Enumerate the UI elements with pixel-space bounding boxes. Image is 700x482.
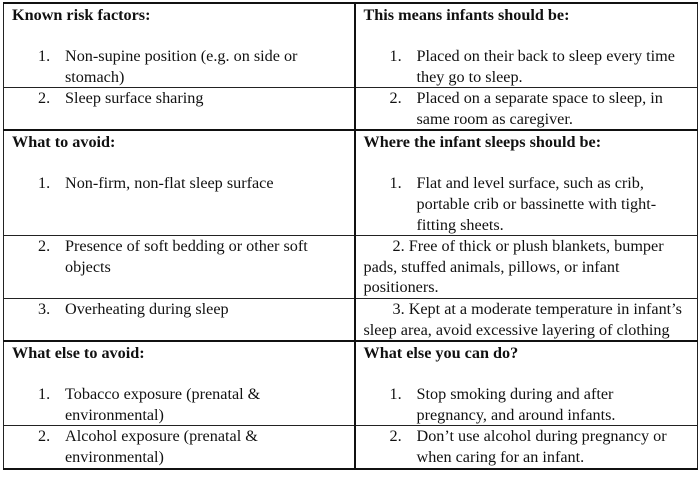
list-number: 2. (389, 89, 402, 108)
section-heading-what-to-avoid: What to avoid: (12, 133, 116, 152)
table-cell (4, 88, 355, 131)
list-item (4, 46, 354, 87)
table-cell (4, 236, 355, 299)
list-number: 1. (389, 47, 402, 65)
list-text: Presence of soft bedding or other soft objects (65, 237, 308, 276)
table-cell (355, 298, 698, 341)
section-heading-infants-should-be: This means infants should be: (363, 6, 570, 24)
list-item (4, 384, 354, 425)
table-cell (4, 3, 355, 88)
list-text: Stop smoking during and after pregnancy, and around infants. (416, 385, 616, 424)
table-row (4, 426, 698, 469)
list-number: 2. (38, 89, 51, 108)
table-row (4, 130, 698, 235)
table-cell (355, 426, 698, 469)
table-cell (355, 236, 698, 299)
section-heading-where-infant-sleeps: Where the infant sleeps should be: (363, 133, 602, 152)
list-item (356, 384, 698, 425)
table-row (4, 341, 698, 426)
table-cell (355, 130, 698, 235)
list-item (4, 88, 354, 109)
list-item: 2. Free of thick or plush blankets, bumper pads, stuffed animals, pillows, or infant positioners. (363, 237, 664, 297)
list-item (356, 46, 698, 87)
list-number: 2. (389, 427, 402, 446)
list-number: 2. (38, 427, 51, 446)
list-text: Overheating during sleep (65, 299, 229, 318)
section-heading-what-else-you-can-do: What else you can do? (363, 344, 519, 363)
table-cell (355, 3, 698, 88)
list-item (356, 173, 698, 235)
list-item (356, 88, 698, 129)
list-text: Placed on a separate space to sleep, in same room as caregiver. (416, 89, 663, 128)
list-item (356, 426, 698, 467)
section-heading-what-else-to-avoid: What else to avoid: (12, 344, 145, 363)
list-text: Placed on their back to sleep every time they go to sleep. (416, 47, 675, 86)
section-heading-known-risk-factors: Known risk factors: (12, 6, 151, 24)
table-cell (4, 298, 355, 341)
list-number: 1. (38, 47, 51, 65)
table-cell (4, 426, 355, 469)
list-number: 1. (389, 385, 402, 404)
table-cell (355, 88, 698, 131)
table-cell (4, 341, 355, 426)
table-cell (4, 130, 355, 235)
list-number: 1. (38, 174, 51, 193)
list-text: Non-firm, non-flat sleep surface (65, 174, 274, 193)
list-text: Tobacco exposure (prenatal & environmental) (65, 385, 261, 424)
list-number: 1. (389, 174, 402, 193)
list-text: Non-supine position (e.g. on side or stomach) (65, 47, 298, 86)
table-row (4, 298, 698, 341)
list-number: 3. (38, 299, 51, 318)
list-text: Sleep surface sharing (65, 89, 204, 108)
list-text: Flat and level surface, such as crib, portable crib or bassinette with tight-fitting sheets. (416, 174, 657, 234)
list-item (4, 426, 354, 467)
table-cell (355, 341, 698, 426)
list-text: Alcohol exposure (prenatal & environmental) (65, 427, 258, 466)
table-row (4, 3, 698, 88)
list-item (4, 173, 354, 194)
safe-sleep-table (3, 2, 698, 470)
list-item (4, 236, 354, 277)
list-text: Don’t use alcohol during pregnancy or when caring for an infant. (416, 427, 667, 466)
list-item (4, 299, 354, 320)
table-row (4, 88, 698, 131)
list-number: 2. (38, 237, 51, 256)
list-item: 3. Kept at a moderate temperature in infant’s sleep area, avoid excessive layering of clothing (363, 299, 682, 339)
list-number: 1. (38, 385, 51, 404)
table-row (4, 236, 698, 299)
